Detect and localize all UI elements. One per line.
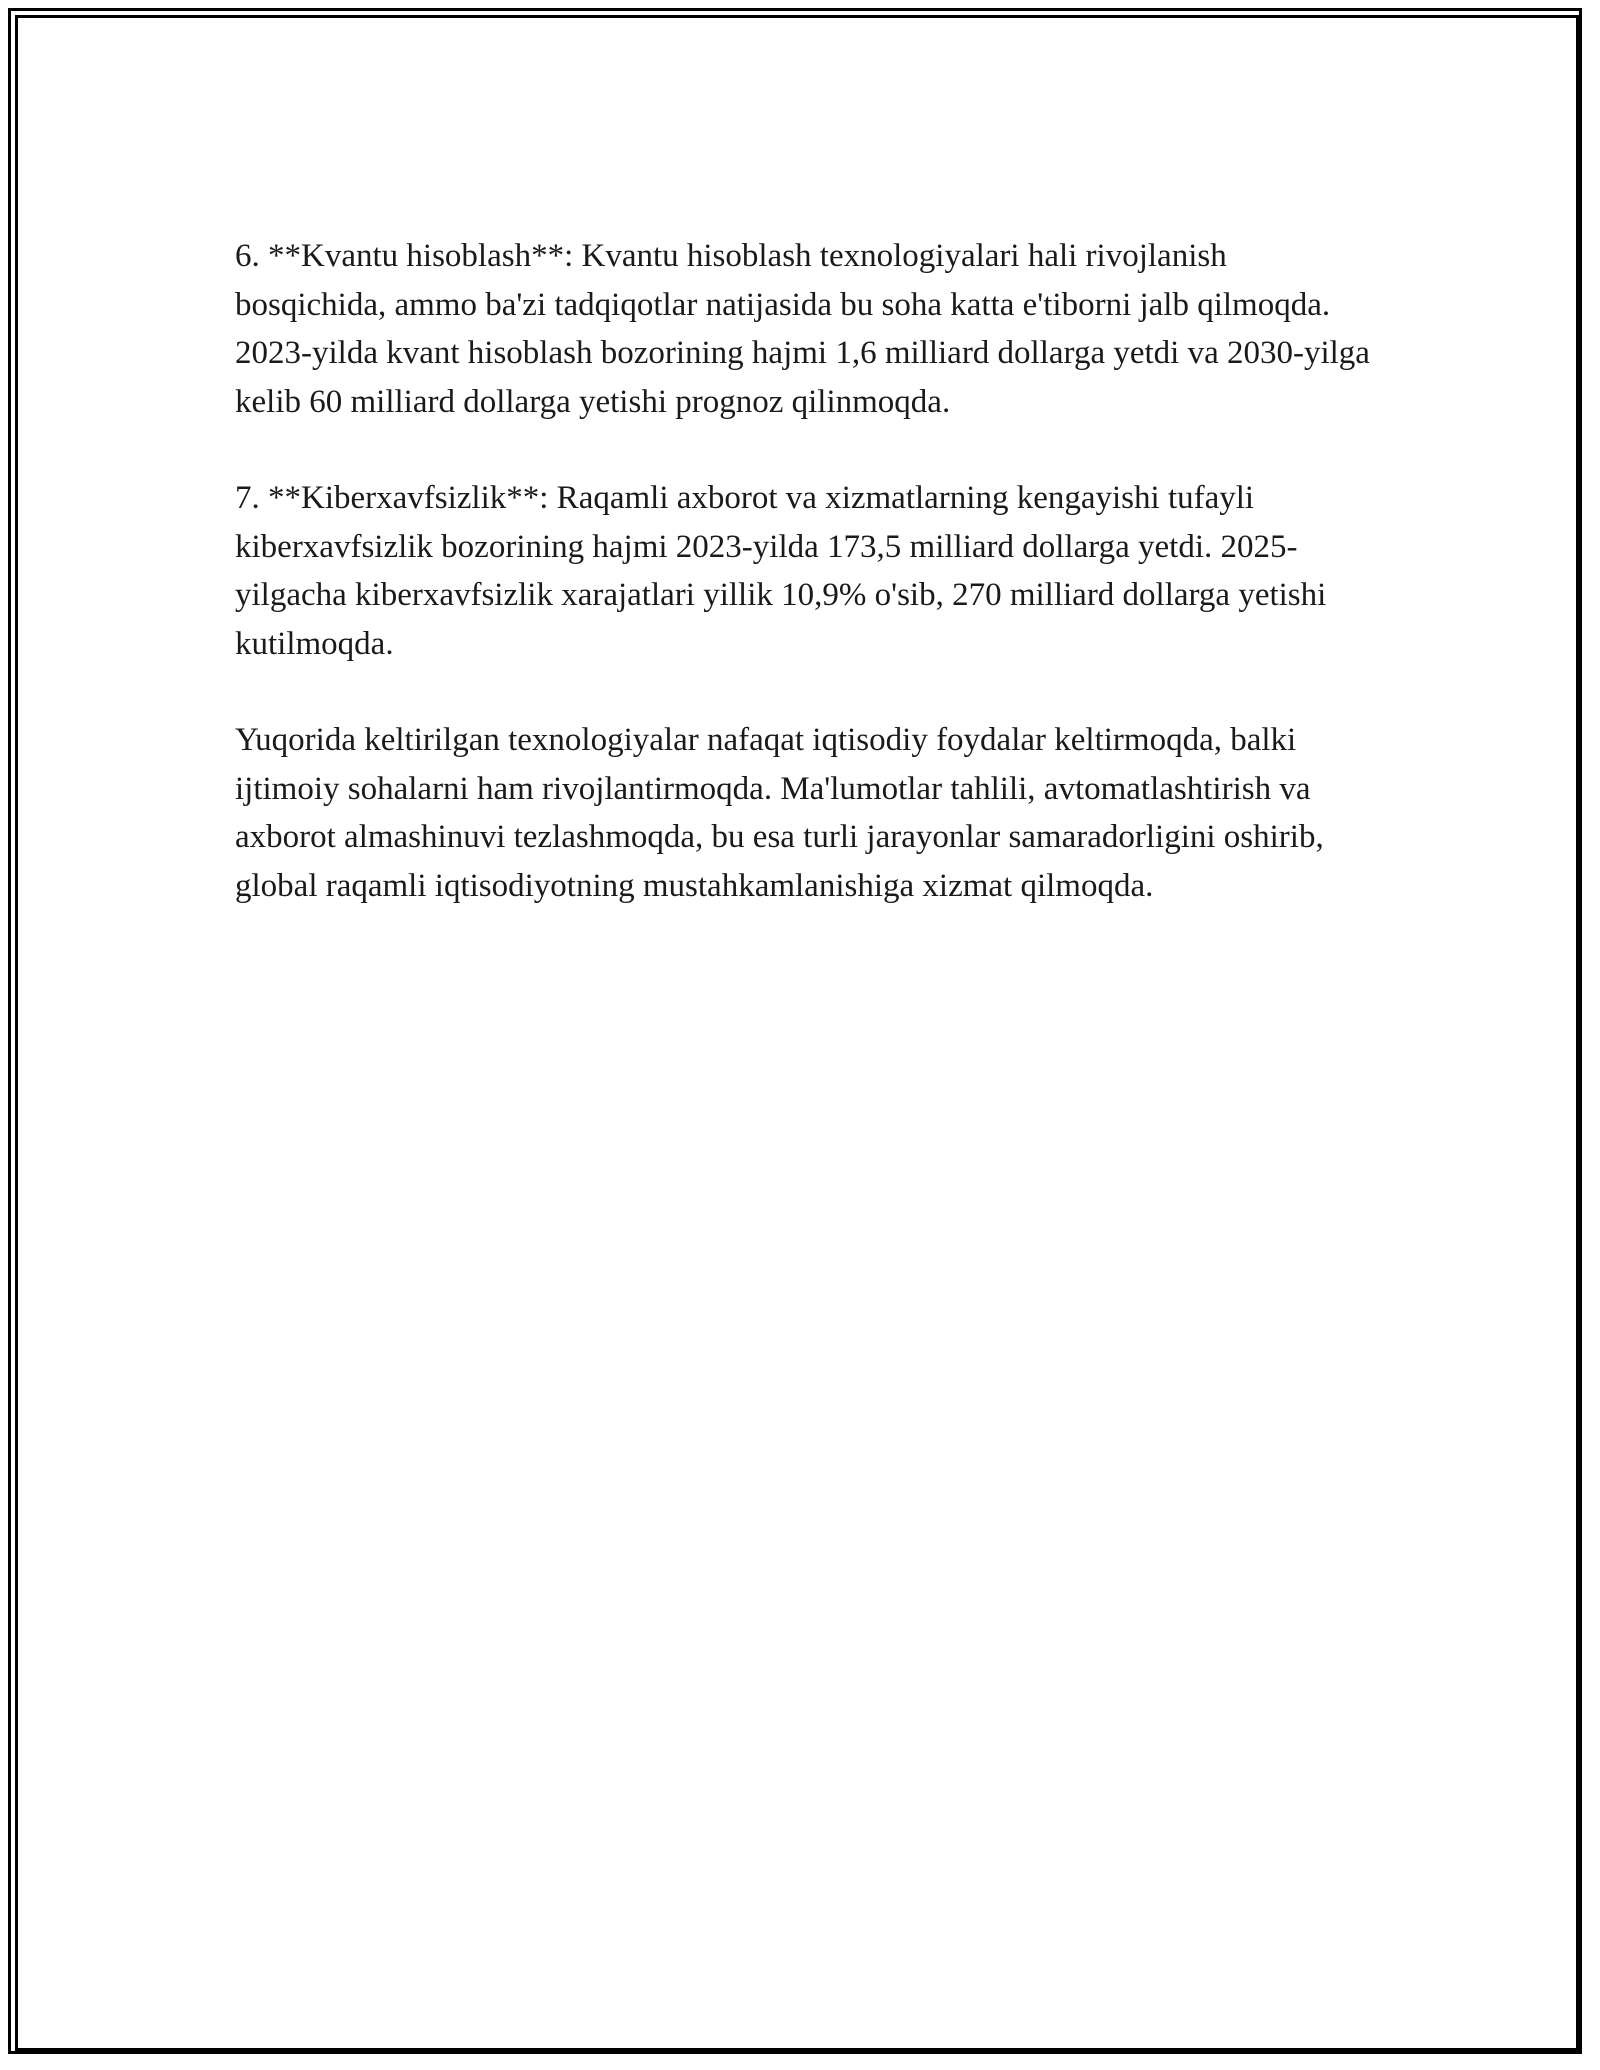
paragraph-conclusion: Yuqorida keltirilgan texnologiyalar nafaqat iqtisodiy foydalar keltirmoqda, balki ijtimoiy sohalarni ham rivojlantirmoqda. Ma'lumotlar tahlili, avtomatlashtirish va axborot almashinuvi tezlashmoqda, bu esa turli jarayonlar samaradorligini oshirib, global raqamli iqtisodiyotning mustahkamlanishiga xizmat qilmoqda. — [235, 722, 1324, 904]
paragraph-cybersecurity: 7. **Kiberxavfsizlik**: Raqamli axborot va xizmatlarning kengayishi tufayli kiberxavfsizlik bozorining hajmi 2023-yilda 173,5 milliard dollarga yetdi. 2025-yilgacha kiberxavfsizlik xarajatlari yillik 10,9% o'sib, 270 milliard dollarga yetishi kutilmoqda. — [235, 480, 1327, 662]
paragraph-quantum-computing: 6. **Kvantu hisoblash**: Kvantu hisoblash texnologiyalari hali rivojlanish bosqichida, ammo ba'zi tadqiqotlar natijasida bu soha katta e'tiborni jalb qilmoqda. 2023-yilda kvant hisoblash bozorining hajmi 1,6 milliard dollarga yetdi va 2030-yilga kelib 60 milliard dollarga yetishi prognoz qilinmoqda. — [235, 238, 1370, 420]
document-body — [235, 232, 1375, 958]
